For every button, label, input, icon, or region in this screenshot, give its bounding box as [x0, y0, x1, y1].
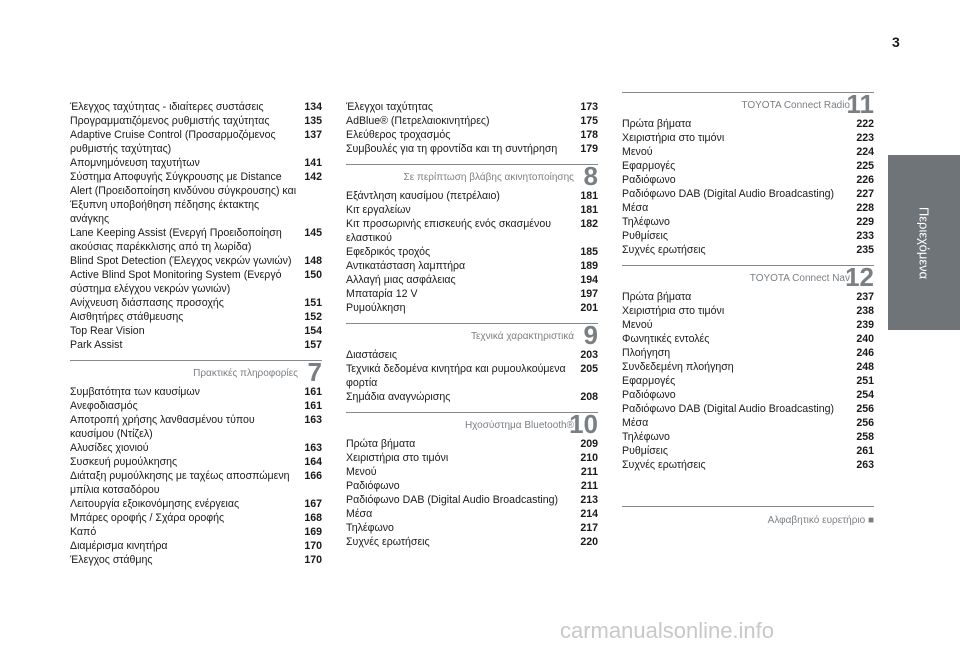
- toc-entry-title: Κιτ προσωρινής επισκευής ενός σκασμένου ελαστικού: [346, 218, 552, 244]
- toc-entry-page: 194: [580, 274, 598, 286]
- toc-entry[interactable]: [622, 159, 874, 173]
- section-header-9[interactable]: Τεχνικά χαρακτηριστικά 9: [346, 323, 598, 348]
- toc-entry-page: 135: [304, 115, 322, 127]
- toc-entry-page: 134: [304, 101, 322, 113]
- toc-entry-page: 263: [856, 459, 874, 471]
- toc-entry-page: 175: [580, 115, 598, 127]
- toc-entry[interactable]: [622, 332, 874, 346]
- toc-entry-title: Σημάδια αναγνώρισης: [346, 391, 451, 403]
- toc-entry-title: Adaptive Cruise Control (Προσαρμοζόμενος ρυθμιστής ταχύτητας): [70, 129, 276, 155]
- toc-entry[interactable]: [346, 390, 598, 404]
- toc-entry-page: 256: [856, 417, 874, 429]
- toc-entry-page: 161: [304, 386, 322, 398]
- toc-entry[interactable]: [622, 145, 874, 159]
- toc-entry-page: 201: [580, 302, 598, 314]
- toc-entry[interactable]: [622, 360, 874, 374]
- toc-entry[interactable]: [622, 346, 874, 360]
- toc-entry[interactable]: [346, 217, 598, 245]
- section-header-11[interactable]: TOYOTA Connect Radio 11: [622, 92, 874, 117]
- toc-entry-title: Πρώτα βήματα: [346, 438, 416, 450]
- toc-entry-page: 154: [304, 325, 322, 337]
- toc-entry-title: Συχνές ερωτήσεις: [622, 459, 706, 471]
- watermark: carmanualsonline.info: [560, 618, 775, 643]
- toc-entry[interactable]: [622, 416, 874, 430]
- toc-entry-page: 220: [580, 536, 598, 548]
- toc-entry-page: 170: [304, 554, 322, 566]
- toc-entry[interactable]: [346, 142, 598, 156]
- toc-entry[interactable]: [346, 493, 598, 507]
- toc-entry-title: Μέσα: [622, 202, 649, 214]
- toc-entry-page: 235: [856, 244, 874, 256]
- toc-entry-page: 208: [580, 391, 598, 403]
- toc-entry[interactable]: [346, 479, 598, 493]
- toc-entry[interactable]: [70, 268, 322, 296]
- toc-entry-title: Ραδιόφωνο: [622, 389, 676, 401]
- toc-entry[interactable]: [70, 511, 322, 525]
- toc-entry[interactable]: [70, 226, 322, 254]
- toc-entry-title: Διαστάσεις: [346, 349, 397, 361]
- toc-entry-title: Μπάρες οροφής / Σχάρα οροφής: [70, 512, 225, 524]
- toc-entry-title: Εφαρμογές: [622, 160, 676, 172]
- toc-entry-page: 211: [580, 480, 598, 492]
- toc-entry-page: 239: [856, 319, 874, 331]
- toc-entry-title: Καπό: [70, 526, 97, 538]
- toc-entry[interactable]: [70, 497, 322, 511]
- toc-entry-page: 145: [304, 227, 322, 239]
- toc-entry[interactable]: [346, 114, 598, 128]
- toc-entry[interactable]: [70, 455, 322, 469]
- toc-entry-title: Διαμέρισμα κινητήρα: [70, 540, 168, 552]
- toc-entry-title: Φωνητικές εντολές: [622, 333, 710, 345]
- toc-entry-title: Εφεδρικός τροχός: [346, 246, 431, 258]
- toc-entry-title: Lane Keeping Assist (Ενεργή Προειδοποίηση ακούσιας παρέκκλισης από τη λωρίδα): [70, 227, 282, 253]
- toc-entry-page: 151: [304, 297, 322, 309]
- toc-entry-page: 137: [304, 129, 322, 141]
- toc-entry[interactable]: [70, 296, 322, 310]
- toc-entry-page: 178: [580, 129, 598, 141]
- toc-entry-page: 168: [304, 512, 322, 524]
- section-header-10[interactable]: Ηχοσύστημα Bluetooth® 10: [346, 412, 598, 437]
- toc-entry-page: 142: [304, 171, 322, 183]
- toc-entry[interactable]: [622, 215, 874, 229]
- toc-entry-title: Ανεφοδιασμός: [70, 400, 138, 412]
- toc-entry-title: Απομνημόνευση ταχυτήτων: [70, 157, 200, 169]
- toc-entry-page: 173: [580, 101, 598, 113]
- toc-entry[interactable]: [346, 465, 598, 479]
- toc-entry-title: Ραδιόφωνο DAB (Digital Audio Broadcasting): [622, 188, 835, 200]
- toc-entry-page: 227: [856, 188, 874, 200]
- toc-entry-title: Πλοήγηση: [622, 347, 671, 359]
- toc-entry-title: Αποτροπή χρήσης λανθασμένου τύπου καυσίμου (Ντίζελ): [70, 414, 255, 440]
- toc-entry[interactable]: [622, 374, 874, 388]
- toc-entry-title: Ρυθμίσεις: [622, 445, 668, 457]
- toc-entry-page: 238: [856, 305, 874, 317]
- toc-entry-page: 223: [856, 132, 874, 144]
- toc-entry[interactable]: [622, 318, 874, 332]
- section-header-12[interactable]: TOYOTA Connect Nav 12: [622, 265, 874, 290]
- toc-entry-title: Αλυσίδες χιονιού: [70, 442, 149, 454]
- toc-entry[interactable]: [346, 437, 598, 451]
- toc-entry[interactable]: [346, 273, 598, 287]
- toc-entry[interactable]: [70, 338, 322, 352]
- toc-entry-title: Μενού: [346, 466, 377, 478]
- toc-entry-title: Τεχνικά δεδομένα κινητήρα και ρυμουλκούμενα φορτία: [346, 363, 566, 389]
- toc-entry-page: 229: [856, 216, 874, 228]
- toc-entry-page: 225: [856, 160, 874, 172]
- toc-entry-title: Αισθητήρες στάθμευσης: [70, 311, 184, 323]
- toc-entry[interactable]: [70, 413, 322, 441]
- toc-entry[interactable]: [346, 128, 598, 142]
- toc-entry-page: 214: [580, 508, 598, 520]
- toc-entry-title: Top Rear Vision: [70, 325, 145, 337]
- toc-entry[interactable]: [70, 114, 322, 128]
- toc-entry-title: Έλεγχοι ταχύτητας: [346, 101, 433, 113]
- page-number: 3: [892, 34, 900, 50]
- toc-entry-page: 203: [580, 349, 598, 361]
- toc-entry-title: Ραδιόφωνο: [346, 480, 400, 492]
- toc-entry[interactable]: [346, 100, 598, 114]
- toc-entry-title: AdBlue® (Πετρελαιοκινητήρες): [346, 115, 490, 127]
- toc-entry-title: Τηλέφωνο: [346, 522, 394, 534]
- toc-entry-title: Αλλαγή μιας ασφάλειας: [346, 274, 456, 286]
- toc-entry[interactable]: [622, 304, 874, 318]
- toc-entry-page: 185: [580, 246, 598, 258]
- toc-entry-page: 163: [304, 442, 322, 454]
- toc-entry[interactable]: [346, 521, 598, 535]
- toc-entry[interactable]: [70, 385, 322, 399]
- toc-entry-page: 213: [580, 494, 598, 506]
- toc-entry[interactable]: [622, 187, 874, 201]
- toc-entry-page: 148: [304, 255, 322, 267]
- toc-entry-title: Τηλέφωνο: [622, 431, 670, 443]
- toc-entry-page: 205: [580, 363, 598, 375]
- toc-entry-page: 182: [580, 218, 598, 230]
- toc-entry-page: 237: [856, 291, 874, 303]
- toc-entry-page: 179: [580, 143, 598, 155]
- toc-entry[interactable]: [622, 173, 874, 187]
- toc-entry-page: 209: [580, 438, 598, 450]
- section-header-7[interactable]: Πρακτικές πληροφορίες 7: [70, 360, 322, 385]
- toc-entry-page: 226: [856, 174, 874, 186]
- toc-entry[interactable]: [70, 441, 322, 455]
- toc-entry-title: Μενού: [622, 146, 653, 158]
- toc-entry-title: Ραδιόφωνο DAB (Digital Audio Broadcasting): [622, 403, 835, 415]
- toc-entry[interactable]: [346, 301, 598, 315]
- toc-entry-page: 211: [580, 466, 598, 478]
- toc-entry-title: Ελεύθερος τροχασμός: [346, 129, 451, 141]
- toc-entry-page: 141: [304, 157, 322, 169]
- toc-entry-page: 169: [304, 526, 322, 538]
- toc-entry[interactable]: [70, 525, 322, 539]
- toc-entry-title: Έλεγχος στάθμης: [70, 554, 153, 566]
- section-header-8[interactable]: Σε περίπτωση βλάβης ακινητοποίησης 8: [346, 164, 598, 189]
- toc-entry[interactable]: [346, 451, 598, 465]
- toc-entry-title: Σύστημα Αποφυγής Σύγκρουσης με Distance Alert (Προειδοποίηση κινδύνου σύγκρουσης) και Έξυπνη υποβοήθηση πέδησης έκτακτης ανάγκης: [70, 171, 297, 225]
- section-tab[interactable]: [888, 155, 960, 330]
- toc-entry-page: 197: [580, 288, 598, 300]
- alphabetical-index-link[interactable]: Αλφαβητικό ευρετήριο ■: [622, 506, 874, 526]
- toc-entry-page: 157: [304, 339, 322, 351]
- toc-entry[interactable]: [622, 117, 874, 131]
- toc-entry[interactable]: [70, 399, 322, 413]
- toc-entry-title: Μενού: [622, 319, 653, 331]
- toc-entry-title: Συμβουλές για τη φροντίδα και τη συντήρηση: [346, 143, 558, 155]
- toc-entry-title: Συνδεδεμένη πλοήγηση: [622, 361, 734, 373]
- toc-entry-page: 161: [304, 400, 322, 412]
- toc-entry-page: 150: [304, 269, 322, 281]
- toc-entry-title: Κιτ εργαλείων: [346, 204, 411, 216]
- toc-entry-page: 240: [856, 333, 874, 345]
- toc-entry-title: Μέσα: [346, 508, 373, 520]
- toc-column-3: [622, 89, 874, 526]
- toc-entry[interactable]: [70, 170, 322, 226]
- toc-entry[interactable]: [346, 362, 598, 390]
- toc-entry[interactable]: [70, 156, 322, 170]
- toc-entry-page: 167: [304, 498, 322, 510]
- toc-entry-title: Συχνές ερωτήσεις: [346, 536, 430, 548]
- toc-entry[interactable]: [70, 254, 322, 268]
- toc-entry[interactable]: [622, 458, 874, 472]
- toc-entry[interactable]: [346, 203, 598, 217]
- toc-entry-page: 228: [856, 202, 874, 214]
- toc-entry-title: Συσκευή ρυμούλκησης: [70, 456, 178, 468]
- toc-entry[interactable]: [70, 100, 322, 114]
- toc-entry-page: 163: [304, 414, 322, 426]
- toc-entry-page: 189: [580, 260, 598, 272]
- toc-entry-title: Χειριστήρια στο τιμόνι: [622, 305, 725, 317]
- toc-entry-title: Λειτουργία εξοικονόμησης ενέργειας: [70, 498, 240, 510]
- toc-entry[interactable]: [622, 290, 874, 304]
- toc-entry[interactable]: [346, 259, 598, 273]
- toc-entry[interactable]: [346, 189, 598, 203]
- toc-entry[interactable]: [346, 348, 598, 362]
- toc-entry-page: 233: [856, 230, 874, 242]
- toc-column-2: [346, 100, 598, 549]
- toc-entry-page: 152: [304, 311, 322, 323]
- toc-entry-title: Park Assist: [70, 339, 123, 351]
- toc-entry-title: Τηλέφωνο: [622, 216, 670, 228]
- toc-entry-title: Διάταξη ρυμούλκησης με ταχέως αποσπώμενη μπίλια κοτσαδόρου: [70, 470, 290, 496]
- toc-entry[interactable]: [70, 310, 322, 324]
- toc-entry-page: 246: [856, 347, 874, 359]
- toc-entry-page: 254: [856, 389, 874, 401]
- toc-entry-title: Πρώτα βήματα: [622, 291, 692, 303]
- toc-entry-title: Ρυμούλκηση: [346, 302, 406, 314]
- toc-column-1: [70, 100, 322, 567]
- toc-entry[interactable]: [622, 444, 874, 458]
- toc-entry-title: Συχνές ερωτήσεις: [622, 244, 706, 256]
- toc-entry-page: 248: [856, 361, 874, 373]
- toc-entry[interactable]: [70, 324, 322, 338]
- toc-entry-title: Εξάντληση καυσίμου (πετρέλαιο): [346, 190, 500, 202]
- toc-entry[interactable]: [70, 469, 322, 497]
- toc-entry[interactable]: [346, 245, 598, 259]
- toc-entry-page: 217: [580, 522, 598, 534]
- toc-entry-title: Μπαταρία 12 V: [346, 288, 418, 300]
- toc-entry-page: 222: [856, 118, 874, 130]
- toc-entry-title: Blind Spot Detection (Έλεγχος νεκρών γωνιών): [70, 255, 292, 267]
- toc-entry[interactable]: [622, 229, 874, 243]
- toc-entry-page: 181: [580, 204, 598, 216]
- toc-entry-title: Πρώτα βήματα: [622, 118, 692, 130]
- section-tab-label: Περιεχόμενα: [916, 206, 932, 279]
- toc-entry-page: 210: [580, 452, 598, 464]
- toc-entry-title: Αντικατάσταση λαμπτήρα: [346, 260, 466, 272]
- toc-entry[interactable]: [346, 287, 598, 301]
- toc-entry[interactable]: [70, 539, 322, 553]
- toc-entry[interactable]: [346, 507, 598, 521]
- toc-entry[interactable]: [70, 128, 322, 156]
- toc-entry-page: 166: [304, 470, 322, 482]
- toc-entry-title: Έλεγχος ταχύτητας - ιδιαίτερες συστάσεις: [70, 101, 264, 113]
- toc-entry-title: Active Blind Spot Monitoring System (Ενεργό σύστημα ελέγχου νεκρών γωνιών): [70, 269, 282, 295]
- toc-entry[interactable]: [622, 243, 874, 257]
- toc-entry-title: Ανίχνευση διάσπασης προσοχής: [70, 297, 224, 309]
- toc-entry-page: 251: [856, 375, 874, 387]
- toc-entry[interactable]: [622, 201, 874, 215]
- toc-entry-title: Προγραμματιζόμενος ρυθμιστής ταχύτητας: [70, 115, 270, 127]
- toc-entry[interactable]: [70, 553, 322, 567]
- toc-entry-page: 261: [856, 445, 874, 457]
- toc-entry-page: 224: [856, 146, 874, 158]
- toc-entry[interactable]: [622, 402, 874, 416]
- toc-entry-title: Ραδιόφωνο DAB (Digital Audio Broadcasting): [346, 494, 559, 506]
- toc-entry-title: Μέσα: [622, 417, 649, 429]
- toc-entry-title: Συμβατότητα των καυσίμων: [70, 386, 200, 398]
- toc-entry-title: Χειριστήρια στο τιμόνι: [622, 132, 725, 144]
- toc-entry-page: 181: [580, 190, 598, 202]
- toc-entry[interactable]: [346, 535, 598, 549]
- toc-entry[interactable]: [622, 131, 874, 145]
- toc-entry-title: Εφαρμογές: [622, 375, 676, 387]
- toc-entry-page: 256: [856, 403, 874, 415]
- toc-entry-page: 258: [856, 431, 874, 443]
- toc-entry[interactable]: [622, 388, 874, 402]
- toc-entry-page: 164: [304, 456, 322, 468]
- toc-entry-title: Ραδιόφωνο: [622, 174, 676, 186]
- toc-entry-page: 170: [304, 540, 322, 552]
- toc-entry[interactable]: [622, 430, 874, 444]
- toc-entry-title: Χειριστήρια στο τιμόνι: [346, 452, 449, 464]
- toc-entry-title: Ρυθμίσεις: [622, 230, 668, 242]
